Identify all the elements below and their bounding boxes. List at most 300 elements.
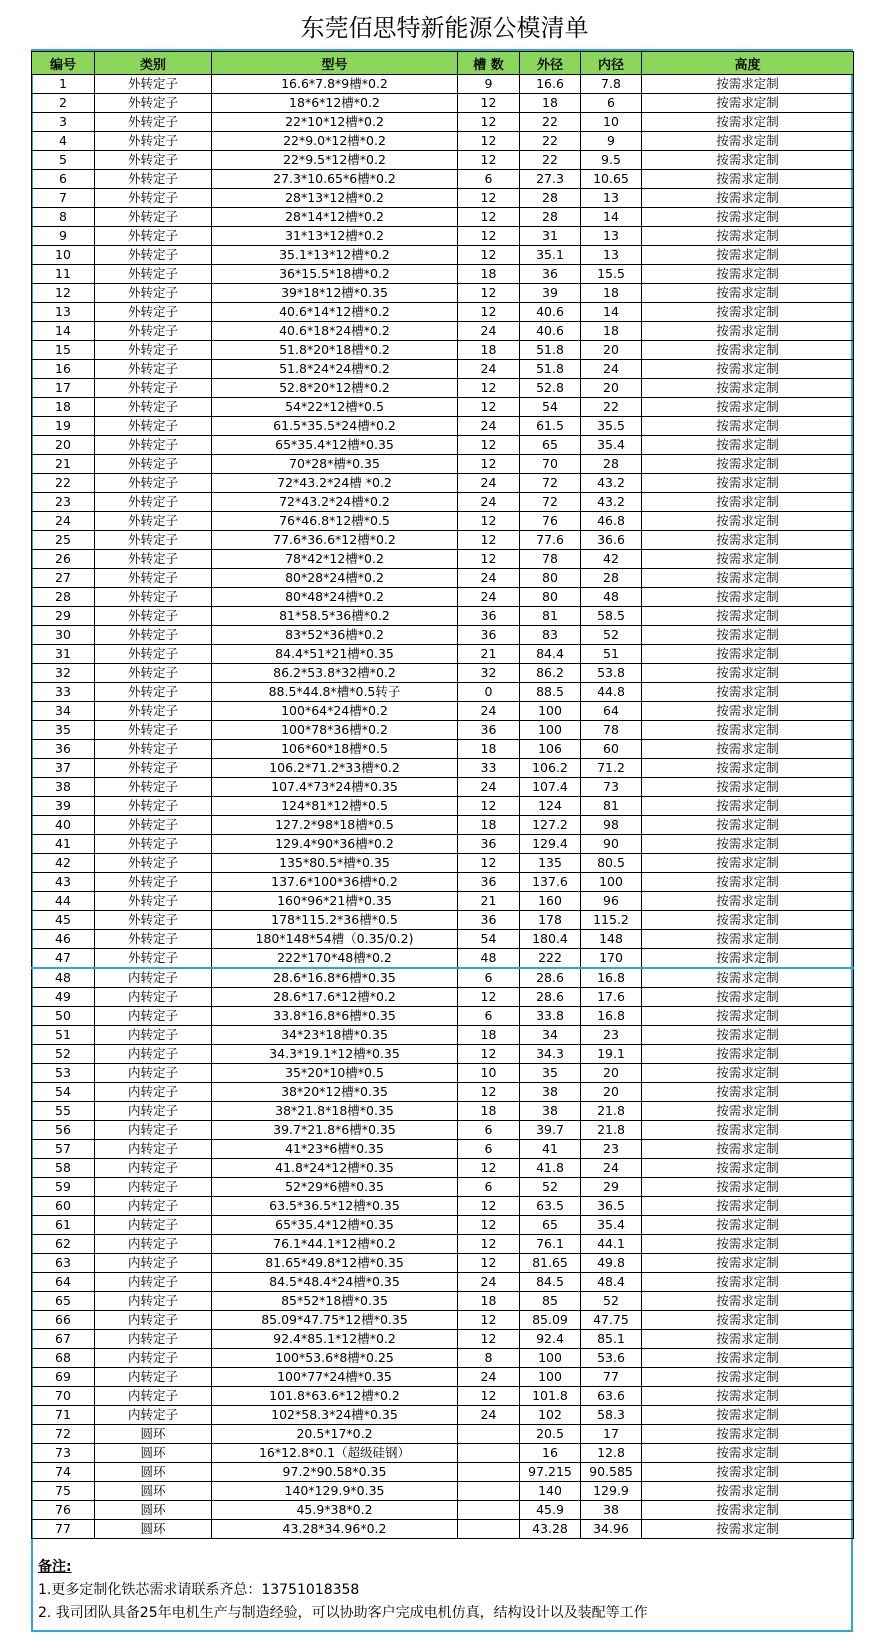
- cell-model: 52*29*6槽*0.35: [212, 1178, 458, 1197]
- cell-inner-diameter: 44.8: [581, 683, 642, 702]
- cell-category: 外转定子: [95, 284, 212, 303]
- cell-category: 外转定子: [95, 246, 212, 265]
- cell-slots: 6: [458, 1007, 520, 1026]
- table-row: [32, 322, 854, 341]
- cell-category: 内转定子: [95, 1178, 212, 1197]
- table-row: [32, 1140, 854, 1159]
- cell-height: 按需求定制: [642, 1178, 854, 1197]
- table-row: [32, 284, 854, 303]
- cell-model: 22*10*12槽*0.2: [212, 113, 458, 132]
- cell-outer-diameter: 102: [520, 1406, 581, 1425]
- cell-height: 按需求定制: [642, 854, 854, 873]
- cell-outer-diameter: 41: [520, 1140, 581, 1159]
- cell-model: 28.6*17.6*12槽*0.2: [212, 988, 458, 1007]
- cell-model: 222*170*48槽*0.2: [212, 949, 458, 969]
- cell-model: 43.28*34.96*0.2: [212, 1520, 458, 1539]
- cell-number: 70: [32, 1387, 95, 1406]
- cell-model: 84.4*51*21槽*0.35: [212, 645, 458, 664]
- cell-number: 29: [32, 607, 95, 626]
- cell-outer-diameter: 127.2: [520, 816, 581, 835]
- cell-inner-diameter: 23: [581, 1140, 642, 1159]
- cell-number: 39: [32, 797, 95, 816]
- cell-slots: 6: [458, 1178, 520, 1197]
- table-row: [32, 911, 854, 930]
- cell-category: 外转定子: [95, 683, 212, 702]
- cell-height: 按需求定制: [642, 1007, 854, 1026]
- table-row: [32, 873, 854, 892]
- table-row: [32, 1349, 854, 1368]
- cell-slots: 12: [458, 531, 520, 550]
- cell-category: 内转定子: [95, 1064, 212, 1083]
- cell-category: 圆环: [95, 1482, 212, 1501]
- cell-category: 内转定子: [95, 1140, 212, 1159]
- cell-category: 外转定子: [95, 607, 212, 626]
- cell-number: 17: [32, 379, 95, 398]
- cell-inner-diameter: 42: [581, 550, 642, 569]
- cell-category: 外转定子: [95, 455, 212, 474]
- cell-inner-diameter: 24: [581, 1159, 642, 1178]
- cell-slots: [458, 1501, 520, 1520]
- table-row: [32, 436, 854, 455]
- table-row: [32, 474, 854, 493]
- cell-height: 按需求定制: [642, 759, 854, 778]
- cell-outer-diameter: 92.4: [520, 1330, 581, 1349]
- table-row: [32, 1197, 854, 1216]
- cell-category: 内转定子: [95, 1273, 212, 1292]
- cell-number: 74: [32, 1463, 95, 1482]
- cell-outer-diameter: 106: [520, 740, 581, 759]
- cell-height: 按需求定制: [642, 626, 854, 645]
- cell-height: 按需求定制: [642, 1520, 854, 1539]
- cell-outer-diameter: 40.6: [520, 322, 581, 341]
- cell-outer-diameter: 72: [520, 474, 581, 493]
- cell-category: 外转定子: [95, 911, 212, 930]
- cell-category: 外转定子: [95, 569, 212, 588]
- cell-category: 外转定子: [95, 75, 212, 94]
- cell-number: 65: [32, 1292, 95, 1311]
- cell-number: 1: [32, 75, 95, 94]
- cell-outer-diameter: 137.6: [520, 873, 581, 892]
- table-row: [32, 588, 854, 607]
- table-header-row: [32, 52, 854, 75]
- cell-height: 按需求定制: [642, 398, 854, 417]
- cell-number: 36: [32, 740, 95, 759]
- cell-model: 129.4*90*36槽*0.2: [212, 835, 458, 854]
- cell-category: 内转定子: [95, 1159, 212, 1178]
- table-row: [32, 835, 854, 854]
- cell-outer-diameter: 100: [520, 1349, 581, 1368]
- table-row: [32, 1368, 854, 1387]
- cell-slots: [458, 1520, 520, 1539]
- cell-model: 36*15.5*18槽*0.2: [212, 265, 458, 284]
- cell-category: 内转定子: [95, 1197, 212, 1216]
- cell-category: 外转定子: [95, 892, 212, 911]
- cell-outer-diameter: 65: [520, 1216, 581, 1235]
- cell-category: 外转定子: [95, 417, 212, 436]
- cell-inner-diameter: 14: [581, 208, 642, 227]
- cell-height: 按需求定制: [642, 1425, 854, 1444]
- cell-outer-diameter: 52.8: [520, 379, 581, 398]
- cell-category: 外转定子: [95, 170, 212, 189]
- cell-category: 外转定子: [95, 626, 212, 645]
- cell-model: 22*9.5*12槽*0.2: [212, 151, 458, 170]
- cell-height: 按需求定制: [642, 531, 854, 550]
- cell-inner-diameter: 80.5: [581, 854, 642, 873]
- cell-number: 11: [32, 265, 95, 284]
- cell-number: 46: [32, 930, 95, 949]
- table-row: [32, 265, 854, 284]
- cell-category: 外转定子: [95, 322, 212, 341]
- cell-slots: 12: [458, 854, 520, 873]
- cell-height: 按需求定制: [642, 512, 854, 531]
- cell-category: 外转定子: [95, 531, 212, 550]
- cell-slots: 36: [458, 626, 520, 645]
- cell-model: 107.4*73*24槽*0.35: [212, 778, 458, 797]
- cell-height: 按需求定制: [642, 75, 854, 94]
- cell-outer-diameter: 124: [520, 797, 581, 816]
- cell-slots: 48: [458, 949, 520, 969]
- cell-slots: [458, 1482, 520, 1501]
- cell-slots: 12: [458, 208, 520, 227]
- header-model: 型号: [212, 52, 458, 75]
- cell-number: 14: [32, 322, 95, 341]
- table-row: [32, 1064, 854, 1083]
- cell-slots: [458, 1444, 520, 1463]
- cell-height: 按需求定制: [642, 949, 854, 969]
- cell-outer-diameter: 33.8: [520, 1007, 581, 1026]
- cell-outer-diameter: 38: [520, 1083, 581, 1102]
- header-outer-diameter: 外径: [520, 52, 581, 75]
- cell-slots: 12: [458, 151, 520, 170]
- table-row: [32, 759, 854, 778]
- cell-model: 41*23*6槽*0.35: [212, 1140, 458, 1159]
- cell-model: 101.8*63.6*12槽*0.2: [212, 1387, 458, 1406]
- cell-slots: 18: [458, 740, 520, 759]
- cell-slots: 12: [458, 988, 520, 1007]
- cell-number: 75: [32, 1482, 95, 1501]
- cell-slots: 12: [458, 436, 520, 455]
- cell-model: 135*80.5*槽*0.35: [212, 854, 458, 873]
- header-number: 编号: [32, 52, 95, 75]
- cell-slots: 18: [458, 341, 520, 360]
- cell-model: 72*43.2*24槽*0.2: [212, 493, 458, 512]
- cell-outer-diameter: 35.1: [520, 246, 581, 265]
- cell-inner-diameter: 36.6: [581, 531, 642, 550]
- cell-inner-diameter: 100: [581, 873, 642, 892]
- cell-height: 按需求定制: [642, 550, 854, 569]
- cell-slots: 24: [458, 1406, 520, 1425]
- table-row: [32, 664, 854, 683]
- cell-model: 51.8*20*18槽*0.2: [212, 341, 458, 360]
- cell-height: 按需求定制: [642, 151, 854, 170]
- cell-slots: 6: [458, 170, 520, 189]
- cell-number: 63: [32, 1254, 95, 1273]
- cell-model: 54*22*12槽*0.5: [212, 398, 458, 417]
- cell-slots: 6: [458, 1140, 520, 1159]
- cell-outer-diameter: 34: [520, 1026, 581, 1045]
- cell-inner-diameter: 52: [581, 1292, 642, 1311]
- cell-inner-diameter: 90.585: [581, 1463, 642, 1482]
- cell-model: 16.6*7.8*9槽*0.2: [212, 75, 458, 94]
- cell-model: 63.5*36.5*12槽*0.35: [212, 1197, 458, 1216]
- cell-slots: 24: [458, 702, 520, 721]
- cell-inner-diameter: 81: [581, 797, 642, 816]
- cell-category: 外转定子: [95, 398, 212, 417]
- cell-model: 127.2*98*18槽*0.5: [212, 816, 458, 835]
- cell-height: 按需求定制: [642, 1140, 854, 1159]
- cell-outer-diameter: 22: [520, 113, 581, 132]
- table-row: [32, 1311, 854, 1330]
- notes-heading: 备注:: [38, 1559, 72, 1575]
- cell-model: 86.2*53.8*32槽*0.2: [212, 664, 458, 683]
- cell-category: 外转定子: [95, 835, 212, 854]
- cell-slots: 21: [458, 892, 520, 911]
- cell-category: 外转定子: [95, 303, 212, 322]
- cell-number: 16: [32, 360, 95, 379]
- cell-inner-diameter: 35.4: [581, 1216, 642, 1235]
- cell-slots: 12: [458, 1159, 520, 1178]
- cell-outer-diameter: 51.8: [520, 360, 581, 379]
- cell-height: 按需求定制: [642, 1102, 854, 1121]
- cell-inner-diameter: 28: [581, 569, 642, 588]
- cell-number: 18: [32, 398, 95, 417]
- table-row: [32, 170, 854, 189]
- cell-inner-diameter: 6: [581, 94, 642, 113]
- cell-category: 圆环: [95, 1425, 212, 1444]
- cell-number: 60: [32, 1197, 95, 1216]
- cell-number: 21: [32, 455, 95, 474]
- cell-height: 按需求定制: [642, 740, 854, 759]
- cell-number: 62: [32, 1235, 95, 1254]
- cell-category: 外转定子: [95, 132, 212, 151]
- cell-slots: 24: [458, 778, 520, 797]
- cell-number: 25: [32, 531, 95, 550]
- table-row: [32, 854, 854, 873]
- cell-inner-diameter: 53.6: [581, 1349, 642, 1368]
- cell-height: 按需求定制: [642, 1159, 854, 1178]
- cell-category: 内转定子: [95, 1311, 212, 1330]
- cell-height: 按需求定制: [642, 1235, 854, 1254]
- cell-model: 140*129.9*0.35: [212, 1482, 458, 1501]
- cell-outer-diameter: 20.5: [520, 1425, 581, 1444]
- cell-number: 52: [32, 1045, 95, 1064]
- cell-height: 按需求定制: [642, 1463, 854, 1482]
- cell-model: 34.3*19.1*12槽*0.35: [212, 1045, 458, 1064]
- cell-slots: 24: [458, 417, 520, 436]
- cell-height: 按需求定制: [642, 132, 854, 151]
- cell-model: 20.5*17*0.2: [212, 1425, 458, 1444]
- cell-height: 按需求定制: [642, 1330, 854, 1349]
- cell-height: 按需求定制: [642, 607, 854, 626]
- cell-category: 外转定子: [95, 379, 212, 398]
- cell-height: 按需求定制: [642, 968, 854, 988]
- cell-slots: 18: [458, 816, 520, 835]
- table-row: [32, 1102, 854, 1121]
- notes-section: [38, 1556, 848, 1625]
- cell-height: 按需求定制: [642, 1254, 854, 1273]
- cell-inner-diameter: 73: [581, 778, 642, 797]
- cell-outer-diameter: 54: [520, 398, 581, 417]
- cell-category: 外转定子: [95, 208, 212, 227]
- cell-outer-diameter: 27.3: [520, 170, 581, 189]
- cell-outer-diameter: 34.3: [520, 1045, 581, 1064]
- cell-inner-diameter: 43.2: [581, 474, 642, 493]
- cell-outer-diameter: 76: [520, 512, 581, 531]
- cell-category: 内转定子: [95, 1349, 212, 1368]
- cell-model: 84.5*48.4*24槽*0.35: [212, 1273, 458, 1292]
- cell-inner-diameter: 9.5: [581, 151, 642, 170]
- cell-height: 按需求定制: [642, 493, 854, 512]
- cell-number: 27: [32, 569, 95, 588]
- cell-outer-diameter: 41.8: [520, 1159, 581, 1178]
- cell-height: 按需求定制: [642, 1064, 854, 1083]
- cell-number: 32: [32, 664, 95, 683]
- cell-slots: 12: [458, 379, 520, 398]
- cell-height: 按需求定制: [642, 1368, 854, 1387]
- cell-number: 28: [32, 588, 95, 607]
- cell-height: 按需求定制: [642, 1349, 854, 1368]
- cell-number: 26: [32, 550, 95, 569]
- cell-slots: 12: [458, 227, 520, 246]
- table-row: [32, 797, 854, 816]
- cell-category: 外转定子: [95, 360, 212, 379]
- cell-height: 按需求定制: [642, 265, 854, 284]
- cell-number: 43: [32, 873, 95, 892]
- cell-slots: 8: [458, 1349, 520, 1368]
- cell-model: 38*21.8*18槽*0.35: [212, 1102, 458, 1121]
- cell-slots: [458, 1425, 520, 1444]
- table-row: [32, 1406, 854, 1425]
- cell-outer-diameter: 70: [520, 455, 581, 474]
- cell-inner-diameter: 13: [581, 246, 642, 265]
- cell-number: 33: [32, 683, 95, 702]
- cell-model: 38*20*12槽*0.35: [212, 1083, 458, 1102]
- cell-number: 23: [32, 493, 95, 512]
- cell-inner-diameter: 85.1: [581, 1330, 642, 1349]
- cell-height: 按需求定制: [642, 113, 854, 132]
- cell-height: 按需求定制: [642, 436, 854, 455]
- cell-inner-diameter: 48.4: [581, 1273, 642, 1292]
- cell-inner-diameter: 53.8: [581, 664, 642, 683]
- table-row: [32, 1292, 854, 1311]
- table-row: [32, 949, 854, 969]
- cell-slots: 9: [458, 75, 520, 94]
- cell-category: 外转定子: [95, 265, 212, 284]
- cell-outer-diameter: 38: [520, 1102, 581, 1121]
- cell-inner-diameter: 28: [581, 455, 642, 474]
- cell-model: 97.2*90.58*0.35: [212, 1463, 458, 1482]
- cell-inner-diameter: 98: [581, 816, 642, 835]
- cell-outer-diameter: 22: [520, 151, 581, 170]
- cell-height: 按需求定制: [642, 835, 854, 854]
- cell-outer-diameter: 106.2: [520, 759, 581, 778]
- cell-category: 外转定子: [95, 94, 212, 113]
- table-row: [32, 1216, 854, 1235]
- cell-height: 按需求定制: [642, 322, 854, 341]
- cell-height: 按需求定制: [642, 1121, 854, 1140]
- cell-outer-diameter: 22: [520, 132, 581, 151]
- cell-slots: [458, 1463, 520, 1482]
- cell-slots: 12: [458, 1330, 520, 1349]
- cell-outer-diameter: 40.6: [520, 303, 581, 322]
- cell-slots: 12: [458, 113, 520, 132]
- cell-outer-diameter: 135: [520, 854, 581, 873]
- cell-inner-diameter: 148: [581, 930, 642, 949]
- cell-number: 35: [32, 721, 95, 740]
- table-row: [32, 246, 854, 265]
- cell-height: 按需求定制: [642, 1026, 854, 1045]
- cell-outer-diameter: 100: [520, 1368, 581, 1387]
- cell-inner-diameter: 10.65: [581, 170, 642, 189]
- cell-height: 按需求定制: [642, 1482, 854, 1501]
- cell-number: 67: [32, 1330, 95, 1349]
- cell-height: 按需求定制: [642, 94, 854, 113]
- header-category: 类别: [95, 52, 212, 75]
- cell-category: 外转定子: [95, 816, 212, 835]
- cell-height: 按需求定制: [642, 1501, 854, 1520]
- cell-category: 外转定子: [95, 151, 212, 170]
- cell-slots: 12: [458, 1387, 520, 1406]
- cell-slots: 12: [458, 246, 520, 265]
- cell-height: 按需求定制: [642, 360, 854, 379]
- cell-number: 59: [32, 1178, 95, 1197]
- cell-slots: 21: [458, 645, 520, 664]
- cell-height: 按需求定制: [642, 721, 854, 740]
- table-row: [32, 531, 854, 550]
- cell-slots: 6: [458, 968, 520, 988]
- cell-model: 45.9*38*0.2: [212, 1501, 458, 1520]
- cell-number: 8: [32, 208, 95, 227]
- cell-outer-diameter: 81.65: [520, 1254, 581, 1273]
- cell-slots: 18: [458, 1102, 520, 1121]
- cell-category: 外转定子: [95, 550, 212, 569]
- cell-inner-diameter: 58.5: [581, 607, 642, 626]
- cell-model: 28.6*16.8*6槽*0.35: [212, 968, 458, 988]
- cell-slots: 0: [458, 683, 520, 702]
- cell-outer-diameter: 52: [520, 1178, 581, 1197]
- cell-model: 39*18*12槽*0.35: [212, 284, 458, 303]
- cell-model: 40.6*18*24槽*0.2: [212, 322, 458, 341]
- cell-outer-diameter: 178: [520, 911, 581, 930]
- cell-height: 按需求定制: [642, 1197, 854, 1216]
- cell-inner-diameter: 17: [581, 1425, 642, 1444]
- cell-inner-diameter: 18: [581, 322, 642, 341]
- cell-outer-diameter: 101.8: [520, 1387, 581, 1406]
- cell-inner-diameter: 19.1: [581, 1045, 642, 1064]
- cell-number: 3: [32, 113, 95, 132]
- cell-number: 47: [32, 949, 95, 969]
- table-row: [32, 1444, 854, 1463]
- cell-model: 51.8*24*24槽*0.2: [212, 360, 458, 379]
- table-row: [32, 360, 854, 379]
- cell-inner-diameter: 58.3: [581, 1406, 642, 1425]
- cell-model: 35.1*13*12槽*0.2: [212, 246, 458, 265]
- cell-inner-diameter: 170: [581, 949, 642, 969]
- cell-category: 内转定子: [95, 1216, 212, 1235]
- table-row: [32, 1254, 854, 1273]
- cell-number: 56: [32, 1121, 95, 1140]
- cell-number: 37: [32, 759, 95, 778]
- cell-slots: 36: [458, 721, 520, 740]
- cell-height: 按需求定制: [642, 284, 854, 303]
- cell-model: 124*81*12槽*0.5: [212, 797, 458, 816]
- cell-category: 内转定子: [95, 968, 212, 988]
- cell-model: 81*58.5*36槽*0.2: [212, 607, 458, 626]
- cell-number: 53: [32, 1064, 95, 1083]
- cell-model: 81.65*49.8*12槽*0.35: [212, 1254, 458, 1273]
- cell-inner-diameter: 129.9: [581, 1482, 642, 1501]
- cell-model: 28*14*12槽*0.2: [212, 208, 458, 227]
